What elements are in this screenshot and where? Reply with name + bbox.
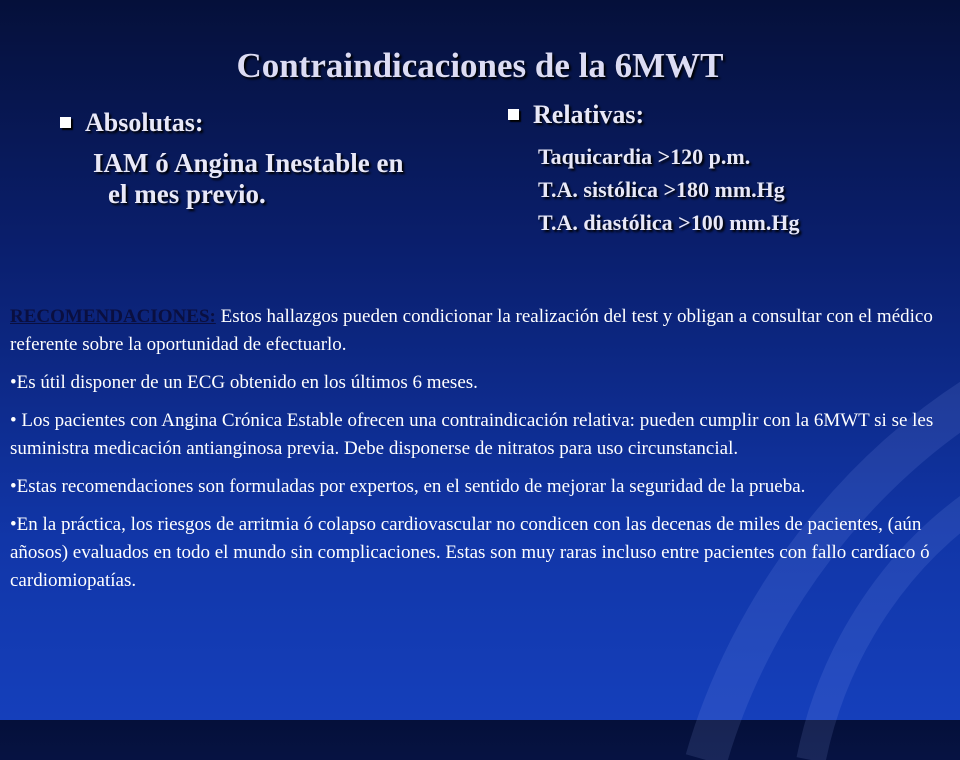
relativas-list bbox=[508, 140, 948, 239]
recomendaciones-intro-paragraph bbox=[10, 303, 950, 359]
relativas-item: Taquicardia >120 p.m. bbox=[538, 144, 751, 169]
relativas-heading-row bbox=[508, 100, 948, 130]
absolutas-heading-row bbox=[60, 108, 480, 138]
relativas-item: T.A. diastólica >100 mm.Hg bbox=[538, 210, 800, 235]
slide-title: Contraindicaciones de la 6MWT bbox=[236, 46, 724, 85]
square-bullet-icon bbox=[60, 117, 71, 128]
relativas-heading: Relativas: bbox=[533, 100, 645, 129]
recomendaciones-bullet: •Es útil disponer de un ECG obtenido en los últimos 6 meses. bbox=[10, 372, 478, 393]
recomendaciones-label: RECOMENDACIONES: bbox=[10, 306, 216, 327]
relativas-section bbox=[508, 100, 948, 239]
recomendaciones-bullet: •Estas recomendaciones son formuladas por expertos, en el sentido de mejorar la seguridad de la prueba. bbox=[10, 476, 806, 497]
absolutas-text bbox=[60, 148, 480, 210]
recomendaciones-intro: Estos hallazgos pueden condicionar la realización del test y obligan a consultar con el médico referente sobre la oportunidad de efectuarlo. bbox=[10, 306, 933, 355]
recomendaciones-block bbox=[10, 303, 950, 605]
recomendaciones-bullet: •En la práctica, los riesgos de arritmia ó colapso cardiovascular no condicen con las decenas de miles de pacientes, (aún añosos) evaluados en todo el mundo sin complicaciones. Estas son muy raras incluso entre pacientes con fallo cardíaco ó cardiomiopatías. bbox=[10, 514, 930, 591]
square-bullet-icon bbox=[508, 109, 519, 120]
recomendaciones-bullet: • Los pacientes con Angina Crónica Estable ofrecen una contraindicación relativa: pueden cumplir con la 6MWT si se les suministra medicación antianginosa previa. Debe disponerse de nitratos para uso circunstancial. bbox=[10, 410, 934, 459]
absolutas-line-2: el mes previo. bbox=[108, 179, 266, 209]
absolutas-section bbox=[60, 108, 480, 210]
absolutas-heading: Absolutas: bbox=[85, 108, 204, 137]
relativas-item: T.A. sistólica >180 mm.Hg bbox=[538, 177, 785, 202]
absolutas-line-1: IAM ó Angina Inestable en bbox=[93, 148, 404, 178]
